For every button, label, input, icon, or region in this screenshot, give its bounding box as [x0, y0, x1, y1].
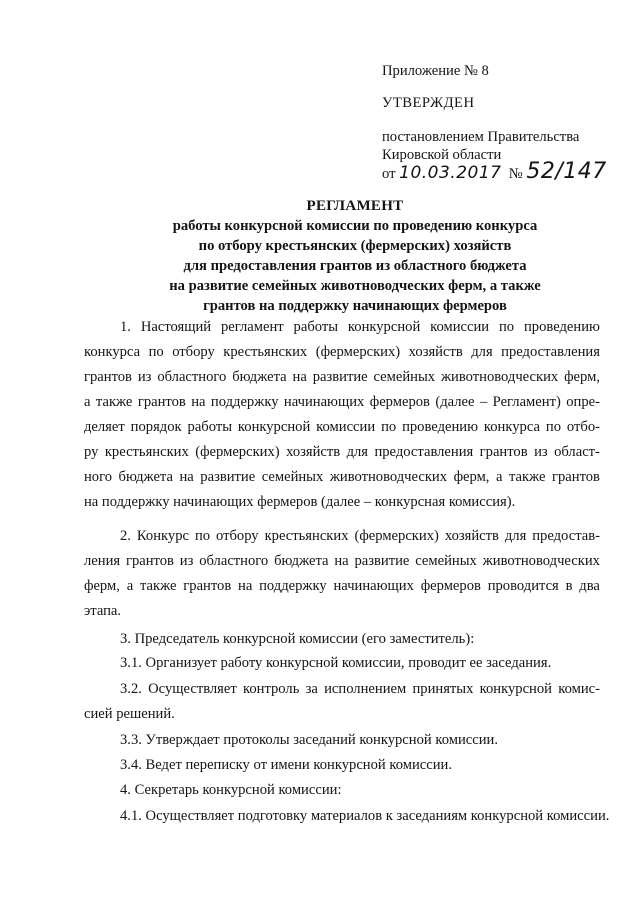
- word: за: [305, 681, 318, 697]
- word: ферм,: [564, 369, 600, 385]
- word: для: [346, 444, 369, 460]
- word: также: [508, 469, 546, 485]
- decree-line-2: Кировской области: [382, 147, 502, 163]
- p1-line-2: [84, 343, 600, 361]
- p2-line-2: [84, 552, 600, 570]
- word: порядок: [130, 419, 182, 435]
- word: отбо-: [566, 419, 600, 435]
- word: контроль: [243, 681, 300, 697]
- p1-line-3: [84, 368, 600, 386]
- word: по: [194, 528, 211, 544]
- word: а: [84, 394, 91, 410]
- word: бюджета: [232, 369, 287, 385]
- word: поддержку: [210, 394, 279, 410]
- word: семейных: [415, 553, 477, 569]
- title-line-1: работы конкурсной комиссии по проведению конкурса: [172, 218, 538, 234]
- word: конкурса: [483, 419, 540, 435]
- word: конкурсной: [237, 419, 311, 435]
- word: фермеров: [369, 394, 430, 410]
- p4-text: 4. Секретарь конкурсной комиссии:: [120, 782, 342, 798]
- title-line-2: по отбору крестьянских (фермерских) хозяйств: [198, 238, 512, 254]
- word: ферм,: [453, 469, 490, 485]
- word: областного: [199, 553, 269, 569]
- word: хозяйств: [286, 444, 341, 460]
- word: из: [534, 444, 548, 460]
- word: 2.: [120, 528, 131, 544]
- word: также: [95, 394, 133, 410]
- word: предоставления: [374, 444, 474, 460]
- word: по: [545, 419, 561, 435]
- word: Настоящий: [140, 319, 212, 335]
- p1-line-4: [84, 393, 600, 411]
- word: (фермерских): [315, 344, 401, 360]
- word: хозяйств: [408, 344, 463, 360]
- word: на: [292, 369, 307, 385]
- word: Регламент): [492, 394, 561, 410]
- word: развитие: [200, 469, 256, 485]
- p1-line-7: [84, 468, 600, 486]
- word: грантов: [137, 394, 186, 410]
- handwritten-number: 52/147: [526, 159, 607, 184]
- p2-line-4: этапа.: [84, 603, 122, 619]
- word: хозяйств: [444, 528, 499, 544]
- word: животноводческих: [482, 553, 600, 569]
- decree-line-1: постановлением Правительства: [382, 129, 580, 145]
- word: отбору: [216, 528, 259, 544]
- p1-line-5: [84, 418, 600, 436]
- word: грантов: [125, 553, 174, 569]
- word: развитие: [354, 553, 410, 569]
- word: проведению: [523, 319, 600, 335]
- approved-label: УТВЕРЖДЕН: [382, 95, 475, 111]
- word: крестьянских: [264, 528, 349, 544]
- word: по: [381, 419, 397, 435]
- word: семейных: [261, 469, 324, 485]
- word: (фермерских): [195, 444, 280, 460]
- word: проводится: [487, 578, 559, 594]
- word: конкурсной: [479, 681, 552, 697]
- word: для: [471, 344, 493, 360]
- word: на: [238, 578, 253, 594]
- number-label: №: [508, 166, 523, 182]
- word: проведению: [402, 419, 478, 435]
- word: на: [179, 469, 194, 485]
- word: Конкурс: [136, 528, 189, 544]
- word: конкурса: [84, 344, 141, 360]
- p3-2-line-1: [120, 680, 600, 698]
- word: отбору: [172, 344, 215, 360]
- word: деляет: [84, 419, 125, 435]
- word: 3.2.: [120, 681, 142, 697]
- title-line-3: для предоставления грантов из областного бюджета: [183, 258, 527, 274]
- title-line-5: грантов на поддержку начинающих фермеров: [203, 298, 507, 314]
- word: а: [495, 469, 503, 485]
- word: семейных: [373, 369, 436, 385]
- word: грантов: [552, 469, 600, 485]
- word: –: [479, 394, 488, 410]
- word: а: [126, 578, 134, 594]
- p3-3-text: 3.3. Утверждает протоколы заседаний конкурсной комиссии.: [120, 732, 498, 748]
- p2-line-3: [84, 577, 600, 595]
- appendix-label: Приложение № 8: [382, 63, 489, 79]
- word: по: [499, 319, 515, 335]
- word: работы: [187, 419, 233, 435]
- word: комис-: [558, 681, 600, 697]
- word: крестьянских: [223, 344, 308, 360]
- word: поддержку: [259, 578, 327, 594]
- word: Осуществляет: [148, 681, 237, 697]
- word: также: [139, 578, 177, 594]
- word: крестьянских: [104, 444, 189, 460]
- word: по: [148, 344, 164, 360]
- word: 1.: [120, 319, 131, 335]
- word: ного: [84, 469, 113, 485]
- word: бюджета: [118, 469, 173, 485]
- word: из: [179, 553, 194, 569]
- word: грантов: [479, 444, 528, 460]
- decree-date-number: [382, 159, 607, 184]
- word: бюджета: [274, 553, 329, 569]
- word: ферм,: [84, 578, 120, 594]
- word: для: [504, 528, 527, 544]
- word: комиссии: [430, 319, 490, 335]
- word: грантов: [84, 369, 132, 385]
- word: начинающих: [333, 578, 414, 594]
- word: в: [565, 578, 573, 594]
- word: из: [137, 369, 152, 385]
- word: работы: [293, 319, 339, 335]
- from-label: от: [382, 166, 396, 182]
- p4-1-text: 4.1. Осуществляет подготовку материалов к заседаниям конкурсной комиссии.: [120, 808, 610, 824]
- word: животноводческих: [440, 369, 559, 385]
- word: ления: [84, 553, 121, 569]
- word: фермеров: [420, 578, 481, 594]
- p3-1-text: 3.1. Организует работу конкурсной комиссии, проводит ее заседания.: [120, 655, 552, 671]
- p1-line-1: [120, 318, 600, 336]
- word: ру: [84, 444, 99, 460]
- word: предоставления: [501, 344, 600, 360]
- word: опре-: [566, 394, 600, 410]
- p3-4-text: 3.4. Ведет переписку от имени конкурсной комиссии.: [120, 757, 453, 773]
- word: област-: [554, 444, 600, 460]
- word: (далее: [435, 394, 475, 410]
- word: грантов: [183, 578, 232, 594]
- word: начинающих: [283, 394, 365, 410]
- word: предостав-: [532, 528, 600, 544]
- word: на: [334, 553, 349, 569]
- p1-line-6: [84, 443, 600, 461]
- word: областного: [157, 369, 227, 385]
- word: комиссии: [316, 419, 376, 435]
- word: регламент: [220, 319, 284, 335]
- title-line-4: на развитие семейных животноводческих ферм, а также: [169, 278, 541, 294]
- word: на: [191, 394, 206, 410]
- word: развитие: [312, 369, 368, 385]
- word: два: [579, 578, 600, 594]
- p1-line-8: на поддержку начинающих фермеров (далее – конкурсная комиссия).: [84, 494, 516, 510]
- word: (фермерских): [354, 528, 439, 544]
- word: конкурсной: [347, 319, 421, 335]
- title-main: РЕГЛАМЕНТ: [306, 198, 404, 214]
- p3-text: 3. Председатель конкурсной комиссии (его заместитель):: [120, 631, 475, 647]
- document-title: [80, 196, 630, 316]
- p3-2-line-2: сией решений.: [84, 706, 175, 722]
- handwritten-date: 10.03.2017: [399, 163, 502, 183]
- word: принятых: [412, 681, 474, 697]
- word: исполнением: [324, 681, 407, 697]
- word: животноводческих: [329, 469, 448, 485]
- p2-line-1: [120, 527, 600, 545]
